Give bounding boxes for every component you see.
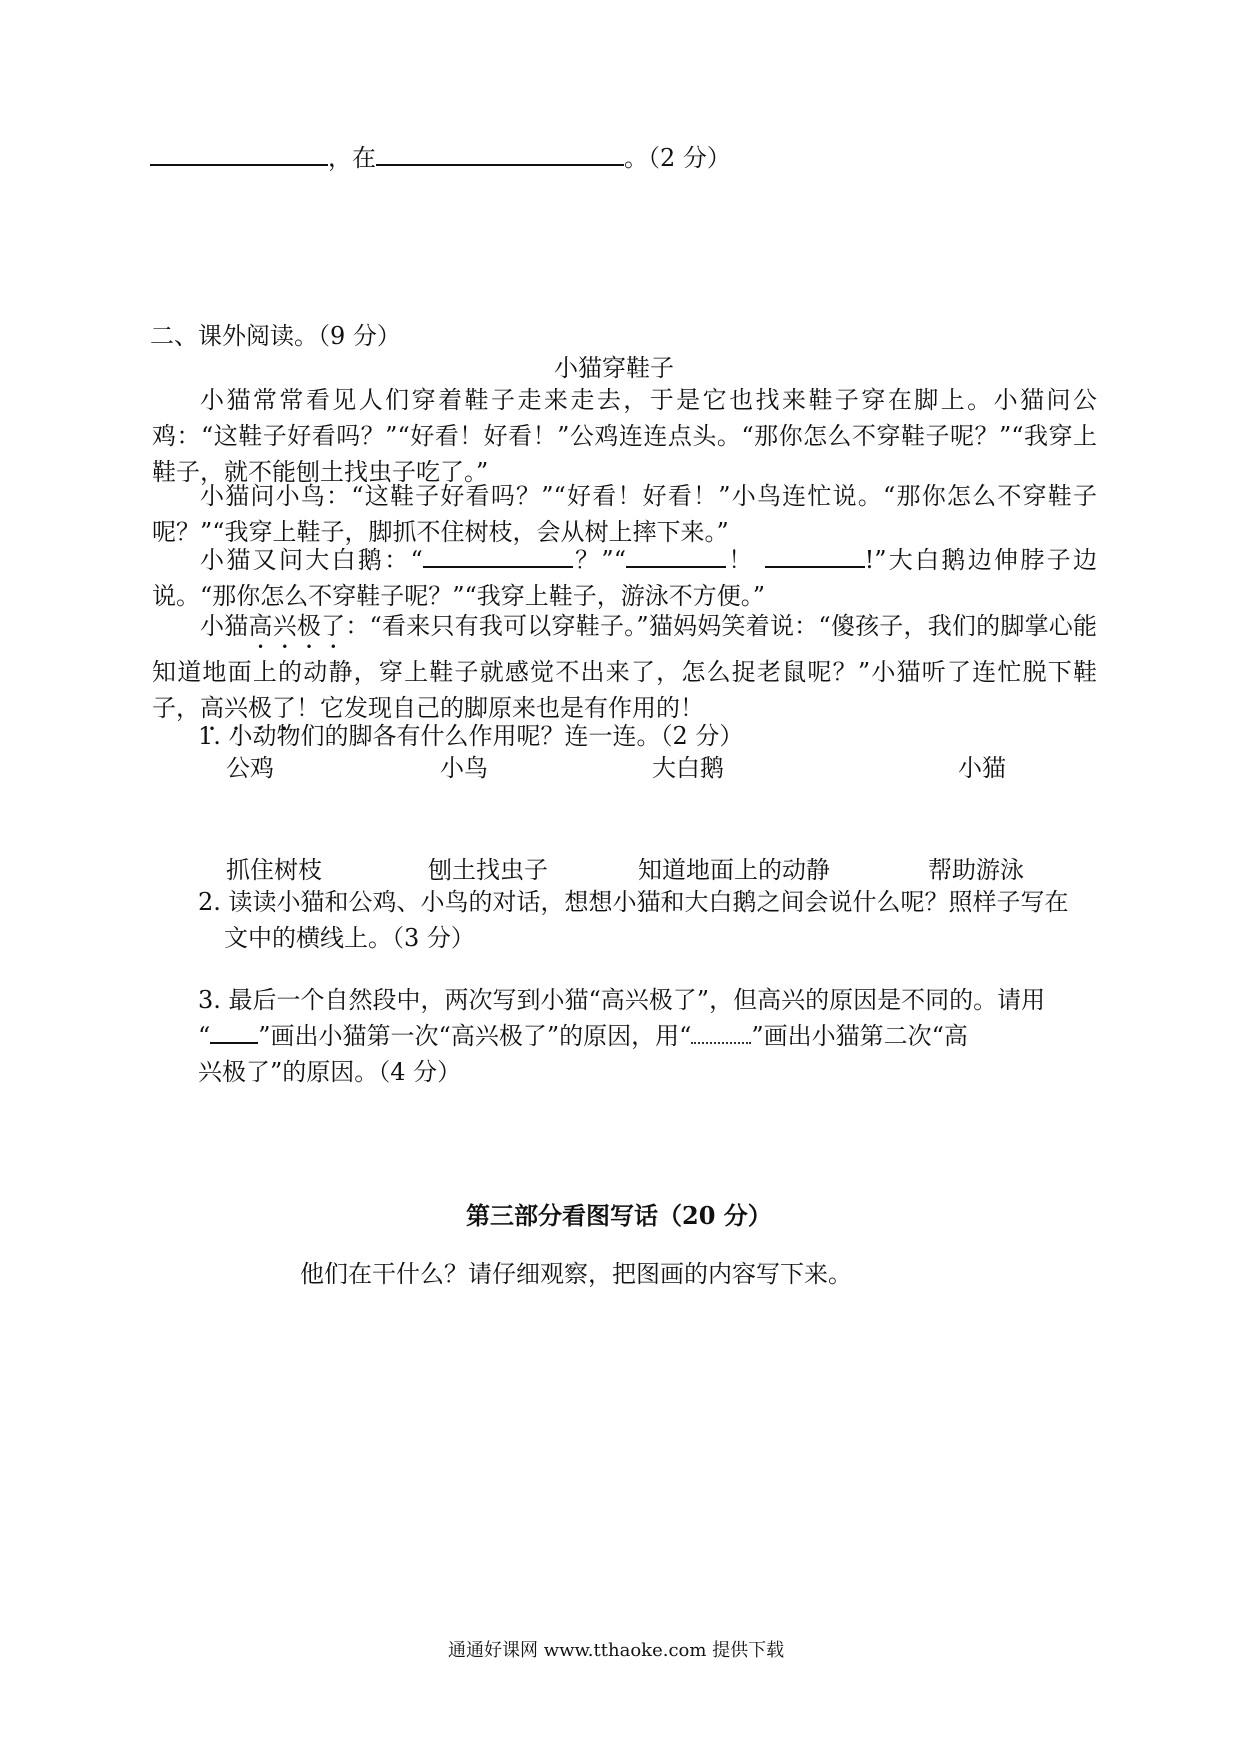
matching-use[interactable]: 帮助游泳 [928, 856, 1024, 884]
matching-use[interactable]: 知道地面上的动静 [638, 856, 830, 884]
question-text: ”画出小猫第二次“高 [751, 1022, 968, 1050]
matching-animal[interactable]: 大白鹅 [652, 754, 724, 782]
matching-animal[interactable]: 公鸡 [226, 754, 274, 782]
paragraph-text: ？”“ [572, 546, 626, 574]
story-title: 小猫穿鞋子 [554, 354, 674, 382]
matching-animal[interactable]: 小猫 [958, 754, 1006, 782]
matching-use[interactable]: 刨土找虫子 [428, 856, 548, 884]
paragraph-text: ！它发现自己的脚原来也是有作用的！ [296, 694, 704, 722]
question-2-line-2: 文中的横线上。（3 分） [224, 924, 475, 952]
page-footer: 通通好课网 www.tthaoke.com 提供下载 [448, 1640, 785, 1661]
paragraph-text: 小猫又问大白鹅：“ [200, 546, 423, 574]
dialogue-blank-answer-2[interactable] [765, 544, 865, 568]
dialogue-blank-answer-1[interactable] [626, 544, 726, 568]
writing-prompt: 他们在干什么？请仔细观察，把图画的内容写下来。 [300, 1260, 852, 1288]
emphasis-text: 高兴极了 [200, 694, 296, 722]
matching-use[interactable]: 抓住树枝 [226, 856, 322, 884]
top-fill-line [150, 140, 731, 176]
answer-blank[interactable] [150, 142, 328, 166]
answer-blank[interactable] [376, 142, 624, 166]
question-3-line-2 [198, 1018, 968, 1054]
top-line-score: 。（2 分） [624, 144, 731, 172]
paragraph-text: 小猫问小鸟：“这鞋子好看吗？”“好看！好看！”小鸟连忙说。“那你怎么不穿鞋子呢？”“我穿上鞋子，脚抓不住树枝，会从树上摔下来。” [152, 482, 1097, 546]
matching-animal[interactable]: 小鸟 [440, 754, 488, 782]
dialogue-blank-question[interactable] [423, 544, 573, 568]
story-paragraph-4 [152, 608, 1097, 736]
paragraph-text: 小猫常常看见人们穿着鞋子走来走去，于是它也找来鞋子穿在脚上。小猫问公鸡：“这鞋子好看吗？”“好看！好看！”公鸡连连点头。“那你怎么不穿鞋子呢？”“我穿上鞋子，就不能刨土找虫子吃了。” [152, 386, 1097, 486]
paragraph-text: ：“看来只有我可以穿鞋子。”猫妈妈笑着说：“傻孩子，我们的脚掌心能知道地面上的动静，穿上鞋子就感觉不出来了，怎么捉老鼠呢？”小猫听了连忙脱下鞋子， [152, 612, 1098, 722]
story-paragraph-3 [152, 542, 1097, 614]
question-text: “ [198, 1022, 211, 1050]
section-3-heading: 第三部分看图写话（20 分） [466, 1201, 772, 1230]
section-heading: 二、课外阅读。（9 分） [150, 322, 401, 350]
question-3-line-3: 兴极了”的原因。（4 分） [198, 1058, 462, 1086]
emphasis-text: 高兴极了 [248, 612, 346, 640]
straight-underline-sample [210, 1020, 258, 1044]
question-1: 1. 小动物们的脚各有什么作用呢？连一连。（2 分） [198, 722, 744, 750]
paragraph-text: 小猫 [200, 612, 249, 640]
question-2-line-1: 2. 读读小猫和公鸡、小鸟的对话，想想小猫和大白鹅之间会说什么呢？照样子写在 [198, 888, 1069, 916]
story-paragraph-1 [152, 382, 1097, 490]
top-line-connector: ，在 [328, 144, 376, 172]
paragraph-text: ！ [725, 546, 755, 574]
question-3-line-1: 3. 最后一个自然段中，两次写到小猫“高兴极了”，但高兴的原因是不同的。请用 [198, 986, 1046, 1014]
story-paragraph-2 [152, 478, 1097, 550]
wavy-underline-sample [691, 1032, 751, 1044]
paragraph-text: !”大白鹅边伸脖子边说。“那你怎么不穿鞋子呢？”“我穿上鞋子，游泳不方便。” [152, 546, 1097, 610]
question-text: ”画出小猫第一次“高兴极了”的原因，用“ [258, 1022, 692, 1050]
